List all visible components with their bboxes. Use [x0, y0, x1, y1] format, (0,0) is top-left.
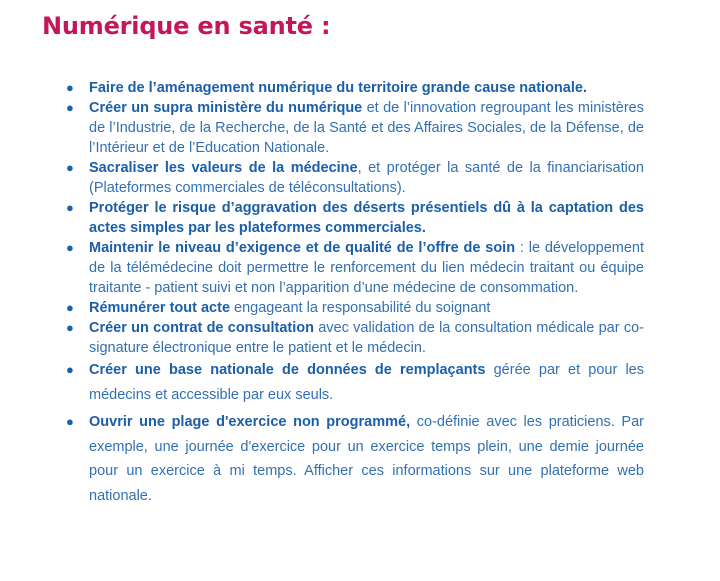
bullet-icon: ●	[66, 200, 74, 215]
bullet-icon: ●	[66, 362, 74, 377]
item-bold-text: Créer un contrat de consultation	[89, 320, 314, 336]
page-title: Numérique en santé :	[42, 12, 331, 40]
bullet-icon: ●	[66, 240, 74, 255]
bullet-icon: ●	[66, 414, 74, 429]
item-bold-text: Créer un supra ministère du numérique	[89, 100, 363, 116]
list-item	[62, 238, 644, 298]
list-item	[62, 318, 644, 358]
list-item	[62, 158, 644, 198]
bullet-icon: ●	[66, 100, 74, 115]
list-item	[62, 358, 644, 407]
list-item	[62, 298, 644, 318]
list-item	[62, 410, 644, 508]
item-text: engageant la responsabilité du soignant	[230, 300, 491, 316]
item-text: : le développement de la télémédecine doit permettre le renforcement du lien médecin traitant ou équipe traitante - patient suivi et non l’apparition d’une médecine de consommation.	[89, 240, 644, 296]
bullet-icon: ●	[66, 160, 74, 175]
item-text: gérée par et pour les médecins et accessible par eux seuls.	[89, 362, 644, 403]
item-text: , et protéger la santé de la financiarisation (Plateformes commerciales de téléconsultations).	[89, 160, 644, 196]
list-item	[62, 198, 644, 238]
item-bold-text: Faire de l’aménagement numérique du territoire grande cause nationale.	[89, 80, 587, 96]
bullet-icon: ●	[66, 80, 74, 95]
item-bold-text: Créer une base nationale de données de remplaçants	[89, 362, 486, 378]
item-text: avec validation de la consultation médicale par co-signature électronique entre le patient et le médecin.	[89, 320, 644, 356]
bullet-icon: ●	[66, 300, 74, 315]
item-bold-text: Ouvrir une plage d'exercice non programmé,	[89, 414, 411, 430]
item-bold-text: Maintenir le niveau d’exigence et de qualité de l’offre de soin	[89, 240, 516, 256]
measures-list	[62, 78, 644, 508]
item-bold-text: Protéger le risque d’aggravation des déserts présentiels dû à la captation des actes simples par les plateformes commerciales.	[89, 200, 644, 236]
item-bold-text: Rémunérer tout acte	[89, 300, 231, 316]
list-item	[62, 98, 644, 158]
item-text: co-définie avec les praticiens. Par exemple, une journée d'exercice pour un exercice temps plein, une demie journée pour un exercice à mi temps. Afficher ces informations sur une plateforme web nationale.	[89, 414, 644, 504]
bullet-icon: ●	[66, 320, 74, 335]
list-item	[62, 78, 644, 98]
item-bold-text: Sacraliser les valeurs de la médecine	[89, 160, 358, 176]
item-text: et de l’innovation regroupant les ministères de l’Industrie, de la Recherche, de la Santé et des Affaires Sociales, de la Défense, de l’Intérieur et de l’Education Nationale.	[89, 100, 644, 156]
